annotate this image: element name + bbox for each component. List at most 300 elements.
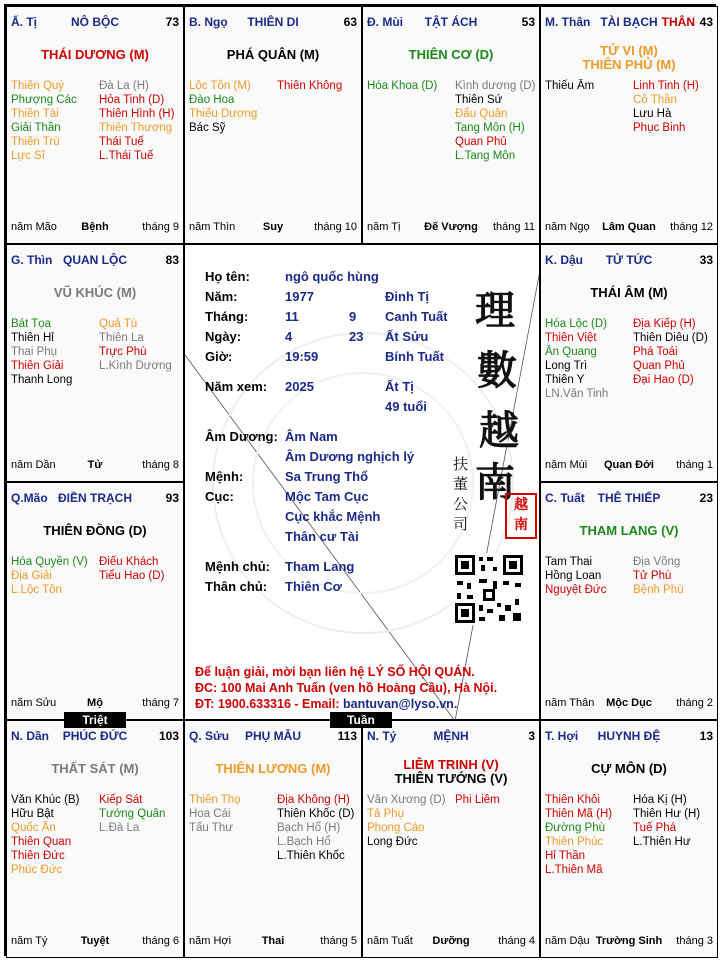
palace-name: HUYNH ĐỆ [597, 729, 661, 743]
minor-star: Bạch Hổ (H) [277, 822, 341, 834]
minor-stars [545, 793, 713, 913]
palace-mui [362, 6, 540, 244]
truong-sinh-stage: Thai [261, 935, 285, 947]
minor-stars-right [99, 793, 184, 835]
minor-star: Thiên Khôi [545, 794, 600, 806]
palace-footer [11, 459, 179, 473]
minor-star: Thiên Sứ [455, 94, 503, 106]
palace-dai-han-number: 93 [165, 491, 179, 505]
minor-stars-right [99, 317, 184, 373]
small-calligraphy-2: 董 [453, 475, 469, 493]
minor-star: Bác Sỹ [189, 122, 226, 134]
minor-star: Phúc Đức [11, 864, 63, 876]
minor-star: Linh Tinh (H) [633, 80, 699, 92]
minor-star: Thiên Mã (H) [545, 808, 613, 820]
tieu-han-year: năm Tý [11, 935, 48, 947]
small-calligraphy-3: 公 [453, 495, 469, 513]
minor-star: Hỉ Thần [545, 850, 586, 862]
palace-footer [11, 221, 179, 235]
namxem-can-chi: Ất Tị [385, 379, 414, 394]
minor-stars [545, 317, 713, 437]
tieu-han-year: năm Thân [545, 697, 595, 709]
palace-dai-han-number: 73 [165, 15, 179, 29]
minor-star: Thiên Hỉ [11, 332, 54, 344]
minor-stars-left [545, 555, 630, 597]
contact-line-2: ĐC: 100 Mai Anh Tuấn (ven hồ Hoàng Cầu), Hà Nội. [195, 681, 498, 695]
palace-dai-han-number: 43 [699, 15, 713, 29]
palace-name: PHỤ MẪU [245, 729, 301, 743]
tieu-han-year: năm Mùi [545, 459, 588, 471]
palace-dai-han-number: 83 [165, 253, 179, 267]
minor-star: Phong Cáo [367, 822, 425, 834]
minor-stars-left [11, 317, 96, 387]
palace-mao [6, 482, 184, 720]
nguyet-han-month: tháng 6 [142, 935, 179, 947]
palace-footer [545, 697, 713, 711]
minor-star: Giải Thần [11, 122, 61, 134]
palace-footer [545, 221, 713, 235]
minor-star: Hóa Kị (H) [633, 794, 687, 806]
minor-star: Kình dương (D) [455, 80, 536, 92]
minor-star: Lực Sĩ [11, 150, 45, 162]
minor-stars [11, 317, 179, 437]
menh-value: Sa Trung Thổ [285, 469, 369, 484]
minor-star: Thiên Quan [11, 836, 72, 848]
minor-star: Hóa Khoa (D) [367, 80, 438, 92]
tuoi-value: 49 tuổi [385, 399, 427, 414]
ngay-label: Ngày: [205, 329, 242, 344]
palace-dau [540, 244, 718, 482]
minor-star: Thiên Việt [545, 332, 597, 344]
minor-star: Thiên Khốc (D) [277, 808, 355, 820]
palace-hoi [540, 720, 718, 958]
palace-dai-han-number: 3 [528, 729, 535, 743]
truong-sinh-stage: Bệnh [81, 221, 109, 233]
tieu-han-year: năm Mão [11, 221, 57, 233]
minor-star: L.Bạch Hổ [277, 836, 331, 848]
minor-star: Lộc Tồn (M) [189, 80, 251, 92]
thang-can-chi: Canh Tuất [385, 309, 448, 324]
minor-star: Hóa Quyền (V) [11, 556, 88, 568]
minor-stars-left [545, 79, 630, 93]
minor-stars-left [11, 793, 96, 877]
minor-star: Tử Phù [633, 570, 672, 582]
minor-star: Phượng Các [11, 94, 77, 106]
palace-name: PHÚC ĐỨC [62, 729, 128, 743]
palace-name: THIÊN DI [247, 15, 299, 29]
minor-star: Thiên Thương [99, 122, 173, 134]
main-star: THÁI DƯƠNG (M) [41, 47, 149, 62]
minor-star: Tang Môn (H) [455, 122, 525, 134]
truong-sinh-stage: Mộ [87, 697, 103, 709]
tieu-han-year: năm Ngọ [545, 221, 590, 233]
minor-star: L.Thiên Khốc [277, 850, 345, 862]
palace-position: K. Dậu [545, 253, 584, 267]
palace-ty [362, 720, 540, 958]
palace-position: C. Tuất [545, 491, 585, 505]
minor-star: Quan Phủ [633, 360, 685, 372]
minor-star: Quốc Ấn [11, 822, 56, 834]
main-star: THIÊN LƯƠNG (M) [215, 761, 331, 776]
minor-star: Thiên Phúc [545, 836, 604, 848]
minor-stars-right [99, 79, 184, 163]
palace-position: G. Thìn [11, 253, 53, 267]
palace-header [545, 15, 713, 29]
main-star: LIÊM TRINH (V) [403, 757, 499, 772]
minor-star: Kiếp Sát [99, 794, 143, 806]
palace-footer [545, 459, 713, 473]
minor-star: Đào Hoa [189, 94, 235, 106]
minor-star: Hỏa Tinh (D) [99, 94, 165, 106]
minor-stars [367, 793, 535, 913]
tieu-han-year: năm Dậu [545, 935, 590, 947]
minor-star: Tả Phụ [367, 808, 405, 820]
amduong-value: Âm Nam [285, 429, 338, 444]
minor-star: Đường Phù [545, 822, 605, 834]
minor-stars-right [455, 793, 540, 807]
menhchu-value: Tham Lang [285, 559, 355, 574]
palace-dai-han-number: 103 [158, 729, 179, 743]
minor-star: Nguyệt Đức [545, 584, 607, 596]
contact-line-1: Để luận giải, mời bạn liên hệ LÝ SỐ HỘI QUÁN. [195, 665, 475, 679]
main-star: THÁI ÂM (M) [590, 285, 668, 300]
minor-stars-left [189, 79, 274, 135]
minor-star: Thiếu Dương [189, 108, 258, 120]
palace-position: Q. Sửu [189, 729, 230, 743]
tu-vi-chart [4, 4, 716, 956]
thang-label: Tháng: [205, 309, 249, 324]
minor-stars-right [633, 793, 718, 849]
minor-stars [545, 555, 713, 675]
palace-header [367, 729, 535, 743]
cuc-relation: Cục khắc Mệnh [285, 509, 381, 524]
minor-star: Quan Phủ [455, 136, 507, 148]
tieu-han-year: năm Tị [367, 221, 401, 233]
main-star: CỰ MÔN (D) [591, 761, 667, 776]
minor-stars [189, 793, 357, 913]
palace-footer [189, 935, 357, 949]
calligraphy-char-4: 南 [475, 459, 515, 506]
minor-stars-left [367, 793, 452, 849]
main-star: THAM LANG (V) [579, 523, 679, 538]
nguyet-han-month: tháng 7 [142, 697, 179, 709]
palace-name: TỬ TỨC [605, 253, 653, 267]
palace-dai-han-number: 23 [699, 491, 713, 505]
minor-star: Hồng Loan [545, 570, 602, 582]
minor-stars-left [367, 79, 452, 93]
minor-star: Thiên Hư (H) [633, 808, 701, 820]
minor-star: L.Kình Dương [99, 360, 172, 372]
seal-char-1: 越 [514, 497, 528, 513]
minor-star: Thiên Không [277, 80, 343, 92]
minor-star: Đại Hao (D) [633, 374, 694, 386]
palace-position: M. Thân [545, 15, 591, 29]
minor-stars-left [11, 79, 96, 163]
truong-sinh-stage: Tử [87, 459, 103, 471]
main-star: THẤT SÁT (M) [51, 761, 139, 776]
palace-header [545, 491, 713, 505]
minor-star: Tiểu Hao (D) [99, 570, 165, 582]
contact-phone: ĐT: 1900.633316 - Email: [195, 697, 343, 711]
palace-footer [367, 221, 535, 235]
thang-lunar: 9 [349, 309, 357, 324]
minor-star: Thiên Y [545, 374, 585, 386]
contact-line-3 [195, 697, 457, 711]
amduong-note: Âm Dương nghịch lý [285, 449, 415, 464]
main-star: PHÁ QUÂN (M) [226, 47, 320, 62]
nguyet-han-month: tháng 10 [314, 221, 357, 233]
nguyet-han-month: tháng 11 [492, 221, 535, 233]
minor-star: Thiên Quý [11, 80, 65, 92]
palace-header [11, 15, 179, 29]
gio-label: Giờ: [205, 349, 233, 364]
minor-star: Điếu Khách [99, 556, 159, 568]
palace-than [540, 6, 718, 244]
truong-sinh-stage: Mộc Dục [606, 697, 652, 709]
palace-header [11, 491, 179, 505]
minor-stars-right [633, 317, 718, 387]
minor-star: Thiên Giải [11, 360, 64, 372]
ngay-lunar: 23 [349, 329, 364, 344]
minor-star: Địa Giải [11, 570, 52, 582]
thanchu-label: Thân chủ: [205, 579, 268, 594]
palace-thin [6, 244, 184, 482]
minor-star: Long Đức [367, 836, 418, 848]
palace-footer [545, 935, 713, 949]
nguyet-han-month: tháng 4 [498, 935, 535, 947]
tieu-han-year: năm Sửu [11, 697, 57, 709]
tuan-marker: Tuần [330, 712, 392, 728]
menhchu-label: Mệnh chủ: [205, 559, 270, 574]
minor-star: Cô Thần [633, 94, 677, 106]
palace-header [367, 15, 535, 29]
minor-star: Ân Quang [545, 346, 597, 358]
namxem-label: Năm xem: [205, 379, 268, 394]
namxem-value: 2025 [285, 379, 314, 394]
center-info-panel [184, 244, 540, 720]
seal-char-2: 南 [514, 517, 528, 533]
palace-name: ĐIỀN TRẠCH [58, 491, 132, 505]
cuc-value: Mộc Tam Cục [285, 489, 369, 504]
tieu-han-year: năm Hợi [189, 935, 232, 947]
thang-solar: 11 [285, 309, 299, 324]
minor-stars-right [277, 793, 362, 863]
palace-name: MỆNH [433, 729, 469, 743]
palace-name: TÀI BẠCH [600, 15, 658, 29]
minor-stars [545, 79, 713, 199]
minor-stars [189, 79, 357, 199]
nam-can-chi: Đinh Tị [385, 289, 430, 304]
palace-dan [6, 720, 184, 958]
palace-header [189, 15, 357, 29]
minor-star: Thai Phụ [11, 346, 58, 358]
nguyet-han-month: tháng 12 [670, 221, 713, 233]
ngay-solar: 4 [285, 329, 293, 344]
triet-marker: Triệt [64, 712, 126, 728]
tieu-han-year: năm Dần [11, 459, 56, 471]
minor-star: Địa Không (H) [277, 794, 350, 806]
tieu-han-year: năm Thìn [189, 221, 236, 233]
palace-ti [6, 6, 184, 244]
minor-stars-right [633, 555, 718, 597]
calligraphy-char-3: 越 [479, 407, 519, 454]
nam-solar: 1977 [285, 289, 314, 304]
palace-dai-han-number: 33 [699, 253, 713, 267]
main-star: VŨ KHÚC (M) [53, 285, 137, 300]
main-star: THIÊN TƯỚNG (V) [394, 771, 508, 786]
small-calligraphy-4: 司 [453, 515, 469, 533]
minor-stars-left [545, 793, 630, 877]
nguyet-han-month: tháng 5 [320, 935, 357, 947]
main-star: THIÊN CƠ (D) [408, 47, 494, 62]
palace-header [11, 253, 179, 267]
hoten-value: ngô quốc hùng [285, 269, 379, 284]
minor-star: Thiên Đức [11, 850, 65, 862]
minor-star: LN.Văn Tinh [545, 388, 609, 400]
palace-name: TẬT ÁCH [424, 15, 478, 29]
minor-star: Thiếu Âm [545, 80, 595, 92]
minor-star: Thanh Long [11, 374, 73, 386]
than-cu: Thân cư Tài [285, 529, 359, 544]
palace-header [545, 253, 713, 267]
palace-footer [11, 935, 179, 949]
palace-dai-han-number: 113 [337, 729, 357, 743]
nguyet-han-month: tháng 8 [142, 459, 179, 471]
qr-code-icon[interactable] [453, 553, 525, 625]
minor-star: Thiên Thọ [189, 794, 241, 806]
palace-name: THÊ THIẾP [597, 491, 661, 505]
gio-value: 19:59 [285, 349, 319, 364]
truong-sinh-stage: Trường Sinh [595, 935, 663, 947]
main-star: TỬ VI (M) [600, 43, 658, 58]
minor-star: Thiên Trù [11, 136, 60, 148]
main-star: THIÊN ĐỒNG (D) [43, 523, 147, 538]
minor-star: L.Thái Tuế [99, 150, 154, 162]
palace-position: Đ. Mùi [367, 15, 403, 29]
palace-position: B. Ngọ [189, 15, 228, 29]
minor-star: Trực Phù [99, 346, 147, 358]
minor-stars [367, 79, 535, 199]
gio-can-chi: Bính Tuất [385, 349, 444, 364]
minor-star: Địa Võng [633, 556, 681, 568]
palace-dai-han-number: 53 [521, 15, 535, 29]
truong-sinh-stage: Quan Đới [604, 459, 654, 471]
minor-star: Thiên Diêu (D) [633, 332, 708, 344]
minor-star: Phá Toái [633, 346, 678, 358]
palace-dai-han-number: 63 [343, 15, 357, 29]
palace-position: N. Tý [367, 729, 397, 743]
minor-star: Thiên La [99, 332, 144, 344]
minor-star: Tướng Quân [99, 808, 166, 820]
red-seal-stamp [505, 493, 537, 539]
minor-star: Bệnh Phù [633, 584, 684, 596]
hoten-label: Họ tên: [205, 269, 250, 284]
palace-footer [11, 697, 179, 711]
minor-star: Tuế Phá [633, 822, 677, 834]
thanchu-value: Thiên Cơ [285, 579, 342, 594]
minor-stars-left [11, 555, 96, 597]
minor-star: Quả Tú [99, 318, 138, 330]
main-star: THIÊN PHỦ (M) [582, 57, 676, 72]
truong-sinh-stage: Dưỡng [432, 935, 470, 947]
minor-star: Thiên Hình (H) [99, 108, 175, 120]
minor-star: Địa Kiếp (H) [633, 318, 696, 330]
minor-star: Tam Thai [545, 556, 593, 568]
minor-stars-left [189, 793, 274, 835]
minor-star: Phục Binh [633, 122, 686, 134]
minor-star: Hoa Cái [189, 808, 231, 820]
palace-header [545, 729, 713, 743]
minor-stars-right [99, 555, 184, 583]
palace-suu [184, 720, 362, 958]
palace-footer [367, 935, 535, 949]
minor-star: Bát Tọa [11, 318, 52, 330]
palace-position: Q.Mão [11, 491, 48, 505]
ngay-can-chi: Ất Sửu [385, 329, 429, 344]
minor-star: L.Lộc Tồn [11, 584, 62, 596]
minor-stars-right [633, 79, 718, 135]
palace-name: QUAN LỘC [63, 253, 127, 267]
nguyet-han-month: tháng 2 [676, 697, 713, 709]
nguyet-han-month: tháng 9 [142, 221, 179, 233]
minor-star: Thiên Tài [11, 108, 59, 120]
palace-position: N. Dần [11, 729, 50, 743]
menh-label: Mệnh: [205, 469, 244, 484]
palace-tuat [540, 482, 718, 720]
minor-star: L.Đà La [99, 822, 140, 834]
minor-star: Đà La (H) [99, 80, 149, 92]
minor-stars [11, 79, 179, 199]
minor-star: Hữu Bật [11, 808, 54, 820]
palace-dai-han-number: 13 [699, 729, 713, 743]
cuc-label: Cục: [205, 489, 234, 504]
calligraphy-char-1: 理 [475, 287, 515, 334]
minor-star: L.Thiên Mã [545, 864, 603, 876]
minor-star: Lưu Hà [633, 108, 672, 120]
amduong-label: Âm Dương: [205, 429, 278, 444]
contact-email-link[interactable]: bantuvan@lyso.vn. [343, 697, 458, 711]
minor-star: Tấu Thư [189, 822, 233, 834]
palace-header [11, 729, 179, 743]
minor-stars-right [455, 79, 540, 163]
truong-sinh-stage: Đế Vượng [424, 221, 478, 233]
than-marker: THÂN [661, 15, 695, 29]
minor-stars [11, 555, 179, 675]
minor-star: Long Trì [545, 360, 588, 372]
truong-sinh-stage: Tuyệt [80, 935, 110, 947]
minor-star: Văn Khúc (B) [11, 794, 80, 806]
minor-stars-left [545, 317, 630, 401]
truong-sinh-stage: Lâm Quan [602, 221, 656, 233]
palace-name: NÔ BỘC [71, 15, 119, 29]
minor-star: Phi Liêm [455, 794, 500, 806]
palace-ngo [184, 6, 362, 244]
minor-star: Hóa Lộc (D) [545, 318, 607, 330]
minor-star: L.Thiên Hư [633, 836, 691, 848]
tieu-han-year: năm Tuất [367, 935, 413, 947]
calligraphy-char-2: 數 [477, 347, 517, 394]
nam-label: Năm: [205, 289, 238, 304]
minor-stars [11, 793, 179, 913]
minor-stars-right [277, 79, 362, 93]
palace-header [189, 729, 357, 743]
minor-star: Thái Tuế [99, 136, 144, 148]
nguyet-han-month: tháng 3 [676, 935, 713, 947]
minor-star: L.Tang Môn [455, 150, 516, 162]
minor-star: Văn Xương (D) [367, 794, 446, 806]
small-calligraphy-1: 扶 [453, 455, 469, 473]
minor-star: Đẩu Quân [455, 108, 508, 120]
